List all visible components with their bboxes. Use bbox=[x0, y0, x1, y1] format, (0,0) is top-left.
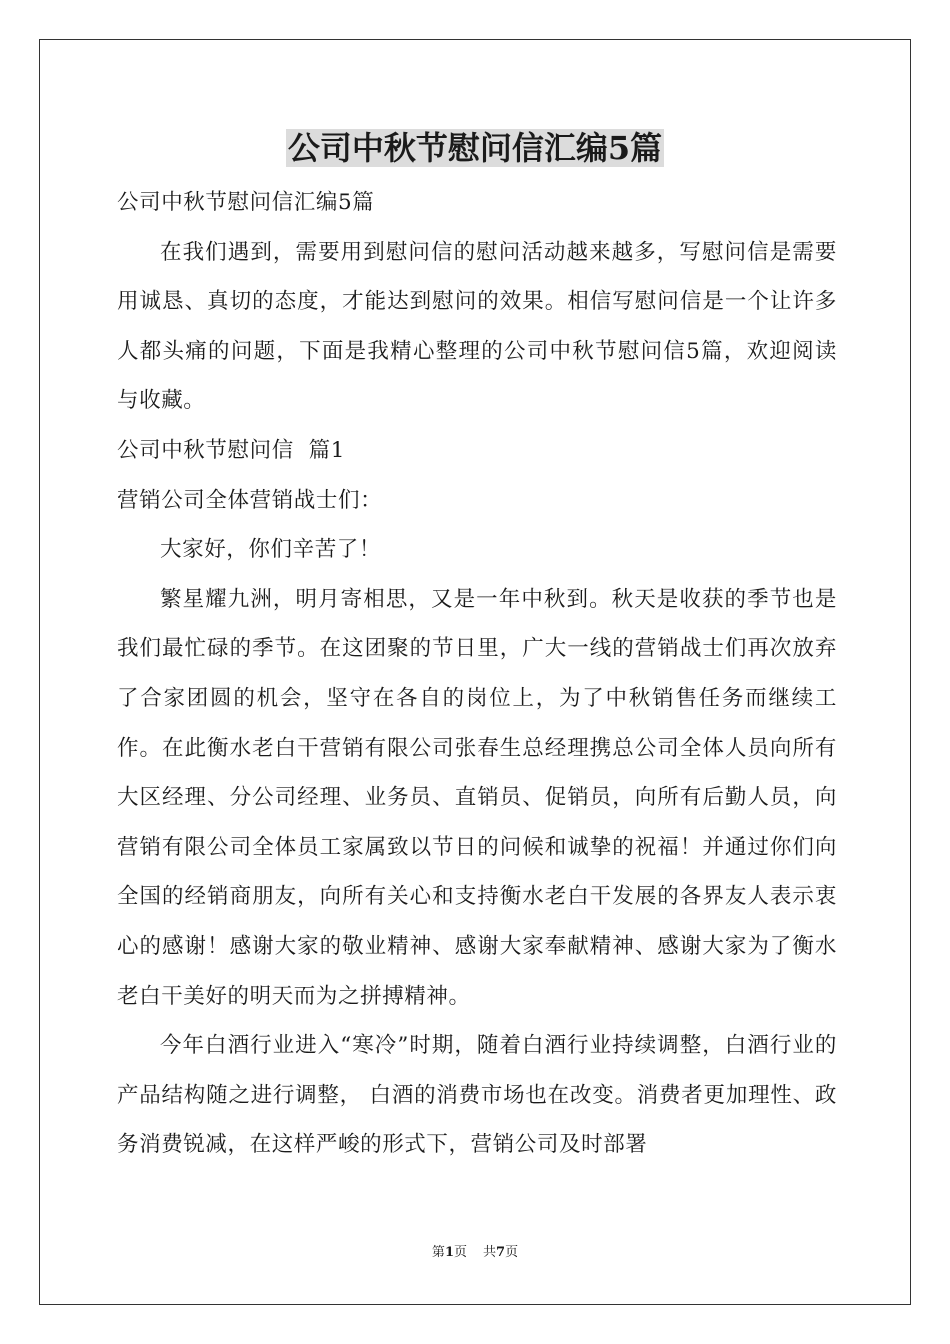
page-number: 1 bbox=[444, 1245, 454, 1260]
salutation: 营销公司全体营销战士们： bbox=[117, 487, 383, 513]
page-suffix: 页 bbox=[453, 1245, 467, 1260]
document-title-text: 公司中秋节慰问信汇编5篇 bbox=[287, 129, 663, 167]
body-paragraph-1: 繁星耀九洲，明月寄相思，又是一年中秋到。秋天是收获的季节也是我们最忙碌的季节。在这团聚的节日里，广大一线的营销战士们再次放弃了合家团圆的机会，坚守在各自的岗位上，为了中秋销售任务而继续工作。在此衡水老白干营销有限公司张春生总经理携总公司全体人员向所有大区经理、分公司经理、业务员、直销员、促销员，向所有后勤人员，向营销有限公司全体员工家属致以节日的问候和诚挚的祝福！并通过你们向全国的经销商朋友，向所有关心和支持衡水老白干发展的各界友人表示衷心的感谢！感谢大家的敬业精神、感谢大家奉献精神、感谢大家为了衡水老白干美好的明天而为之拼搏精神。 bbox=[117, 586, 837, 1009]
document-title bbox=[0, 126, 950, 170]
page-prefix: 第 bbox=[431, 1245, 445, 1260]
body-paragraph-2: 今年白酒行业进入“寒冷”时期，随着白酒行业持续调整，白酒行业的产品结构随之进行调整， 白酒的消费市场也在改变。消费者更加理性、政务消费锐减，在这样严峻的形式下，营销公司及时部署 bbox=[117, 1033, 837, 1158]
document-body bbox=[117, 178, 837, 1170]
greeting: 大家好，你们辛苦了！ bbox=[160, 537, 382, 563]
page-footer bbox=[0, 1244, 950, 1262]
total-pages: 7 bbox=[496, 1245, 506, 1260]
intro-paragraph: 在我们遇到，需要用到慰问信的慰问活动越来越多，写慰问信是需要用诚恳、真切的态度，才能达到慰问的效果。相信写慰问信是一个让许多人都头痛的问题，下面是我精心整理的公司中秋节慰问信5篇，欢迎阅读与收藏。 bbox=[117, 239, 837, 414]
section-heading: 公司中秋节慰问信 篇1 bbox=[117, 437, 346, 463]
total-suffix: 页 bbox=[505, 1245, 519, 1260]
document-subtitle: 公司中秋节慰问信汇编5篇 bbox=[117, 190, 375, 215]
total-prefix: 共 bbox=[483, 1245, 497, 1260]
